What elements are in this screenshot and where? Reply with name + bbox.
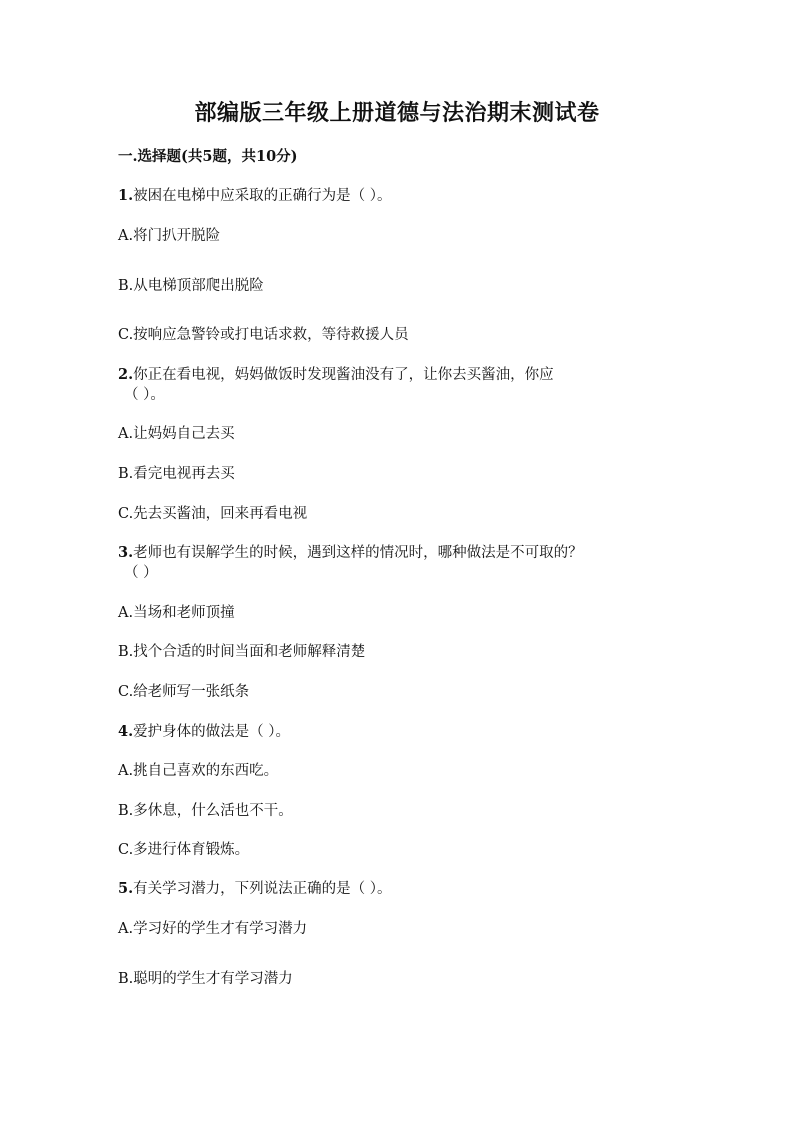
question-3-continuation: （ ） [124,565,158,581]
option-1a: A.将门扒开脱险 [118,228,221,244]
option-2c: C.先去买酱油，回来再看电视 [118,506,308,522]
option-3b: B.找个合适的时间当面和老师解释清楚 [118,644,366,660]
option-4a: A.挑自己喜欢的东西吃。 [118,763,279,779]
question-2 [118,365,554,385]
option-4b: B.多休息，什么活也不干。 [118,803,293,819]
question-number: 5. [118,880,134,897]
question-text: 爱护身体的做法是（ ）。 [133,724,290,740]
option-5a: A.学习好的学生才有学习潜力 [118,921,308,937]
option-2a: A.让妈妈自己去买 [118,426,235,442]
page-title: 部编版三年级上册道德与法治期末测试卷 [194,100,600,126]
question-2-continuation: （ ）。 [124,387,165,403]
question-text: 有关学习潜力，下列说法正确的是（ ）。 [133,881,392,897]
question-4 [118,722,290,742]
question-3 [118,543,583,563]
option-1c: C.按响应急警铃或打电话求救，等待救援人员 [118,327,409,343]
question-number: 3. [118,544,134,561]
question-number: 2. [118,366,134,383]
option-2b: B.看完电视再去买 [118,466,235,482]
option-3a: A.当场和老师顶撞 [118,605,235,621]
question-number: 1. [118,187,134,204]
question-number: 4. [118,723,134,740]
option-3c: C.给老师写一张纸条 [118,684,250,700]
question-text: 被困在电梯中应采取的正确行为是（ ）。 [133,188,392,204]
question-text: 老师也有误解学生的时候，遇到这样的情况时，哪种做法是不可取的？ [133,545,583,561]
question-1 [118,186,392,206]
option-1b: B.从电梯顶部爬出脱险 [118,278,264,294]
option-4c: C.多进行体育锻炼。 [118,842,250,858]
section-heading: 一.选择题(共5题，共10分) [118,148,298,165]
question-text: 你正在看电视，妈妈做饭时发现酱油没有了，让你去买酱油，你应 [133,367,554,383]
question-5 [118,879,392,899]
option-5b: B.聪明的学生才有学习潜力 [118,971,293,987]
